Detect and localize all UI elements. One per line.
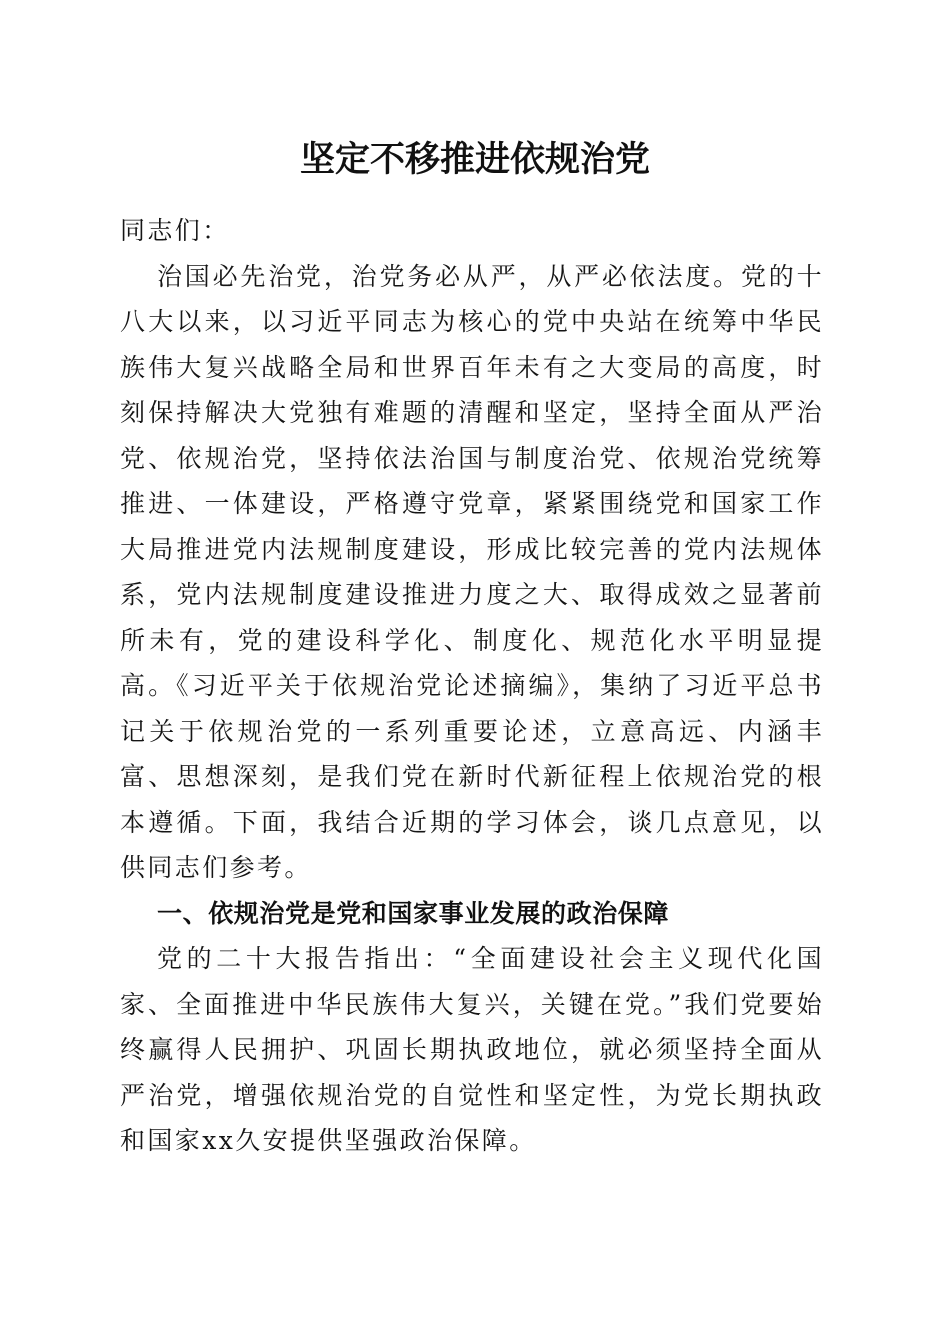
section-paragraph: 党的二十大报告指出：“全面建设社会主义现代化国家、全面推进中华民族伟大复兴，关键在党。”我们党要始终赢得人民拥护、巩固长期执政地位，就必须坚持全面从严治党，增强依规治党的自觉性和坚定性，为党长期执政和国家xx久安提供坚强政治保障。 [120,944,824,1155]
salutation: 同志们： [120,216,230,245]
section-heading: 一、依规治党是党和国家事业发展的政治保障 [157,898,670,928]
document-body [120,208,824,1164]
document-title: 坚定不移推进依规治党 [299,139,650,180]
body-paragraph: 治国必先治党，治党务必从严，从严必依法度。党的十八大以来，以习近平同志为核心的党中央站在统筹中华民族伟大复兴战略全局和世界百年未有之大变局的高度，时刻保持解决大党独有难题的清醒和坚定，坚持全面从严治党、依规治党，坚持依法治国与制度治党、依规治党统筹推进、一体建设，严格遵守党章，紧紧围绕党和国家工作大局推进党内法规制度建设，形成比较完善的党内法规体系，党内法规制度建设推进力度之大、取得成效之显著前所未有，党的建设科学化、制度化、规范化水平明显提高。《习近平关于依规治党论述摘编》，集纳了习近平总书记关于依规治党的一系列重要论述，立意高远、内涵丰富、思想深刻，是我们党在新时代新征程上依规治党的根本遵循。下面，我结合近期的学习体会，谈几点意见，以供同志们参考。 [120,261,824,882]
